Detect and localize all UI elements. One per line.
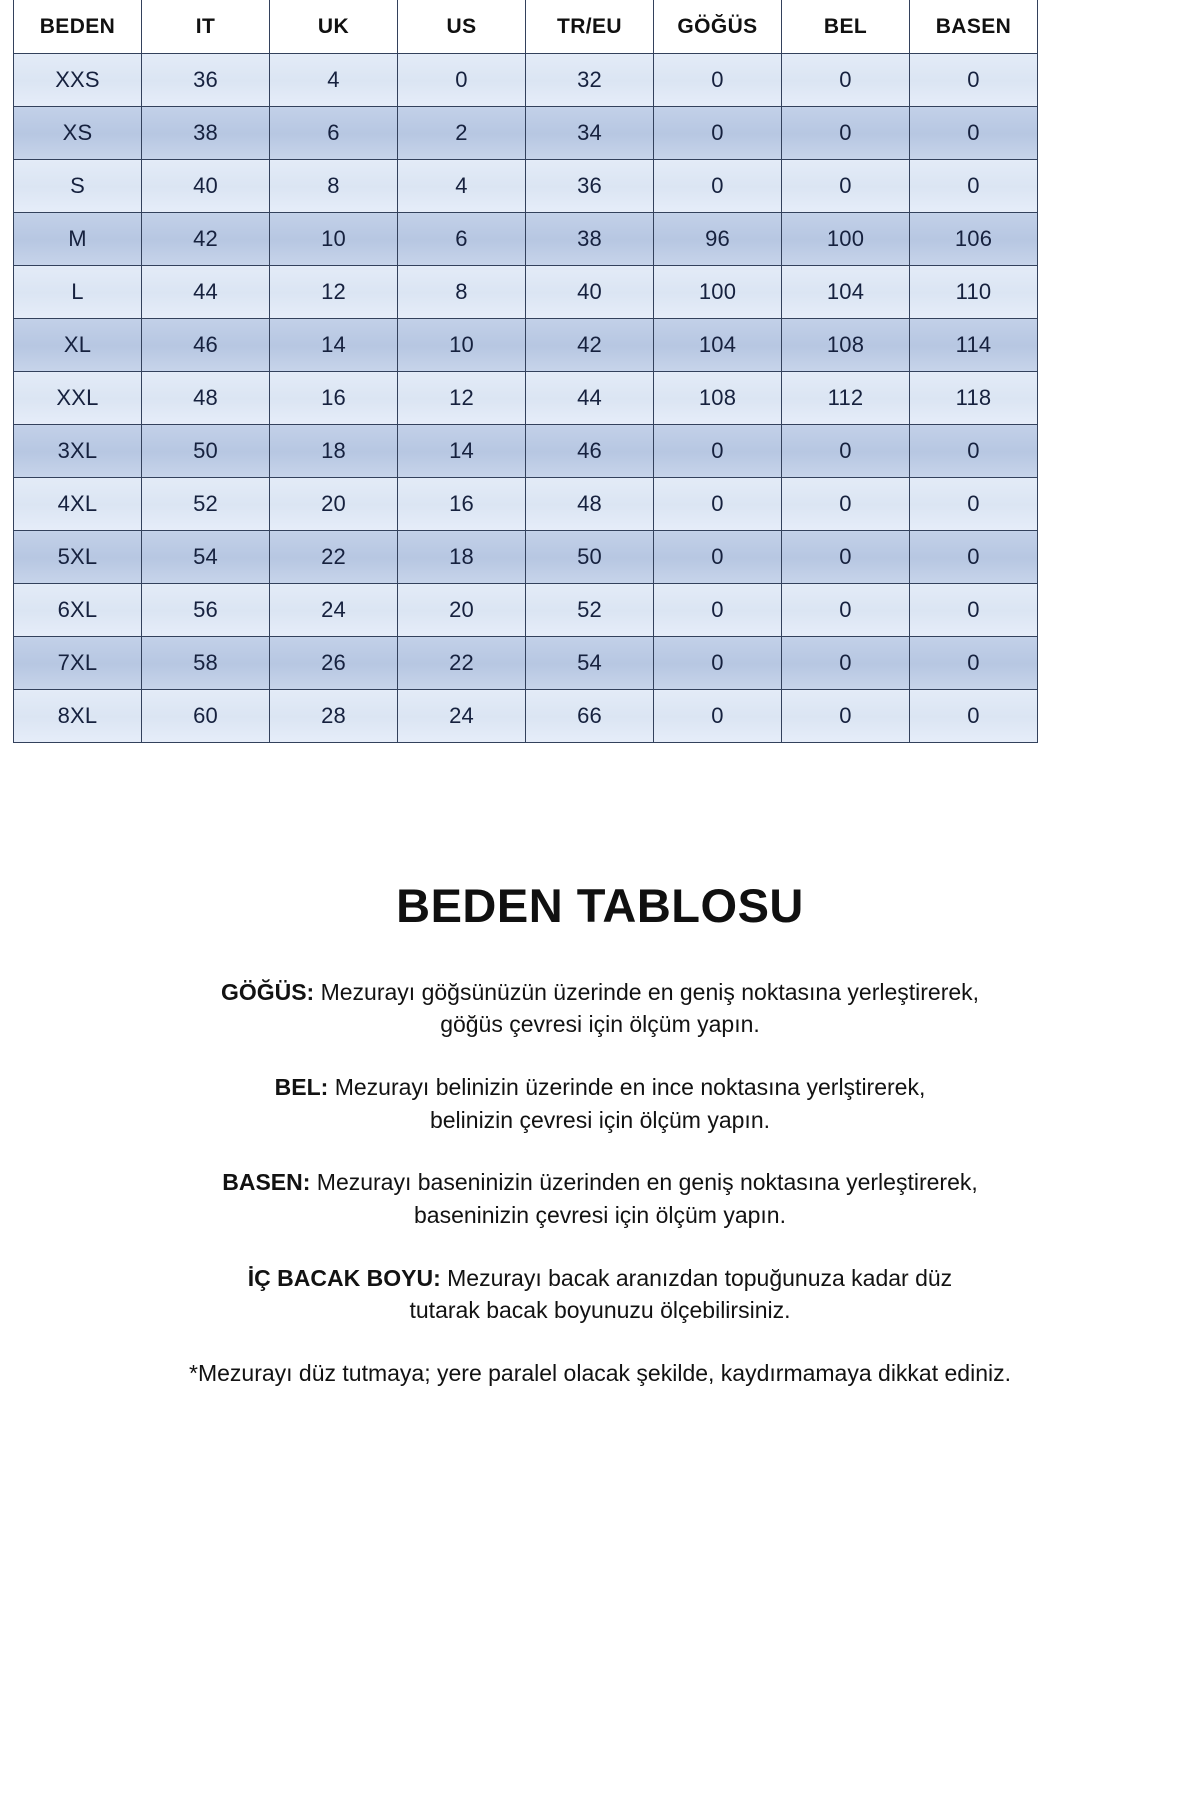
column-header-basen: BASEN [910, 0, 1038, 54]
size-value-cell: 0 [654, 531, 782, 584]
size-value-cell: 104 [654, 319, 782, 372]
size-value-cell: 0 [782, 531, 910, 584]
size-value-cell: 0 [782, 584, 910, 637]
table-row [14, 531, 1038, 584]
size-value-cell: 26 [270, 637, 398, 690]
size-value-cell: 4 [398, 160, 526, 213]
size-label-cell: XL [14, 319, 142, 372]
size-value-cell: 36 [526, 160, 654, 213]
size-value-cell: 0 [654, 690, 782, 743]
size-value-cell: 66 [526, 690, 654, 743]
size-value-cell: 54 [526, 637, 654, 690]
size-value-cell: 46 [526, 425, 654, 478]
guide-label-basen: BASEN: [222, 1169, 311, 1196]
size-value-cell: 0 [910, 160, 1038, 213]
column-header-uk: UK [270, 0, 398, 54]
table-row [14, 425, 1038, 478]
size-label-cell: 3XL [14, 425, 142, 478]
size-value-cell: 20 [398, 584, 526, 637]
size-value-cell: 18 [270, 425, 398, 478]
size-value-cell: 0 [910, 425, 1038, 478]
column-header-treu: TR/EU [526, 0, 654, 54]
size-value-cell: 104 [782, 266, 910, 319]
guide-text-ic-bacak-boyu-line1: Mezurayı bacak aranızdan topuğunuza kadar düz [447, 1264, 953, 1291]
size-value-cell: 10 [398, 319, 526, 372]
size-value-cell: 18 [398, 531, 526, 584]
size-value-cell: 0 [782, 637, 910, 690]
size-value-cell: 0 [910, 584, 1038, 637]
size-label-cell: XXS [14, 54, 142, 107]
size-value-cell: 24 [270, 584, 398, 637]
size-value-cell: 100 [782, 213, 910, 266]
size-value-cell: 0 [654, 160, 782, 213]
size-value-cell: 118 [910, 372, 1038, 425]
size-value-cell: 0 [782, 54, 910, 107]
size-value-cell: 34 [526, 107, 654, 160]
size-value-cell: 6 [270, 107, 398, 160]
size-value-cell: 38 [142, 107, 270, 160]
table-row [14, 319, 1038, 372]
guide-block-gogus [0, 976, 1200, 1041]
guide-text-bel-line2: belinizin çevresi için ölçüm yapın. [429, 1106, 771, 1133]
guide-text-bel-line1: Mezurayı belinizin üzerinde en ince noktasına yerlştirerek, [334, 1074, 926, 1100]
size-label-cell: 8XL [14, 690, 142, 743]
size-value-cell: 0 [910, 478, 1038, 531]
size-value-cell: 106 [910, 213, 1038, 266]
size-value-cell: 108 [782, 319, 910, 372]
guide-block-basen [0, 1166, 1200, 1231]
size-value-cell: 36 [142, 54, 270, 107]
size-value-cell: 14 [398, 425, 526, 478]
column-header-gogus: GÖĞÜS [654, 0, 782, 54]
size-value-cell: 42 [526, 319, 654, 372]
size-value-cell: 8 [270, 160, 398, 213]
size-value-cell: 100 [654, 266, 782, 319]
table-row [14, 372, 1038, 425]
size-value-cell: 6 [398, 213, 526, 266]
size-value-cell: 0 [910, 690, 1038, 743]
size-value-cell: 32 [526, 54, 654, 107]
guide-label-ic-bacak-boyu: İÇ BACAK BOYU: [247, 1264, 441, 1291]
page-title: BEDEN TABLOSU [396, 879, 804, 932]
size-value-cell: 0 [398, 54, 526, 107]
guide-note: *Mezurayı düz tutmaya; yere paralel olacak şekilde, kaydırmamaya dikkat ediniz. [189, 1359, 1011, 1386]
size-value-cell: 0 [654, 54, 782, 107]
size-value-cell: 28 [270, 690, 398, 743]
measurement-guide-section [0, 880, 1200, 1390]
size-value-cell: 110 [910, 266, 1038, 319]
size-value-cell: 0 [654, 425, 782, 478]
size-value-cell: 20 [270, 478, 398, 531]
size-chart-table-container [13, 0, 1037, 743]
size-value-cell: 40 [526, 266, 654, 319]
size-label-cell: 6XL [14, 584, 142, 637]
size-value-cell: 50 [142, 425, 270, 478]
size-value-cell: 50 [526, 531, 654, 584]
guide-block-bel [0, 1071, 1200, 1136]
size-value-cell: 12 [398, 372, 526, 425]
size-value-cell: 22 [398, 637, 526, 690]
size-value-cell: 56 [142, 584, 270, 637]
table-row [14, 478, 1038, 531]
table-row [14, 213, 1038, 266]
size-value-cell: 48 [526, 478, 654, 531]
size-value-cell: 16 [270, 372, 398, 425]
size-value-cell: 16 [398, 478, 526, 531]
size-value-cell: 0 [910, 54, 1038, 107]
size-value-cell: 0 [910, 531, 1038, 584]
size-value-cell: 12 [270, 266, 398, 319]
size-label-cell: XXL [14, 372, 142, 425]
size-value-cell: 40 [142, 160, 270, 213]
size-value-cell: 46 [142, 319, 270, 372]
size-value-cell: 0 [782, 690, 910, 743]
table-header [14, 0, 1038, 54]
size-label-cell: XS [14, 107, 142, 160]
size-value-cell: 0 [782, 478, 910, 531]
size-value-cell: 14 [270, 319, 398, 372]
guide-text-gogus-line1: Mezurayı göğsünüzün üzerinde en geniş noktasına yerleştirerek, [320, 978, 980, 1005]
size-value-cell: 0 [654, 584, 782, 637]
size-value-cell: 0 [782, 107, 910, 160]
size-value-cell: 0 [910, 107, 1038, 160]
size-value-cell: 0 [782, 425, 910, 478]
guide-block-ic-bacak-boyu [0, 1262, 1200, 1327]
size-value-cell: 60 [142, 690, 270, 743]
guide-text-basen-line1: Mezurayı baseninizin üzerinden en geniş noktasına yerleştirerek, [316, 1169, 978, 1196]
size-value-cell: 4 [270, 54, 398, 107]
size-value-cell: 22 [270, 531, 398, 584]
size-value-cell: 58 [142, 637, 270, 690]
size-label-cell: 5XL [14, 531, 142, 584]
guide-label-bel: BEL: [274, 1074, 329, 1100]
size-value-cell: 0 [654, 637, 782, 690]
size-value-cell: 108 [654, 372, 782, 425]
column-header-us: US [398, 0, 526, 54]
size-label-cell: 7XL [14, 637, 142, 690]
size-value-cell: 42 [142, 213, 270, 266]
guide-text-gogus-line2: göğüs çevresi için ölçüm yapın. [440, 1011, 760, 1038]
table-body [14, 54, 1038, 743]
column-header-bel: BEL [782, 0, 910, 54]
guide-text-ic-bacak-boyu-line2: tutarak bacak boyunuzu ölçebilirsiniz. [409, 1297, 791, 1324]
size-value-cell: 24 [398, 690, 526, 743]
size-value-cell: 0 [654, 107, 782, 160]
size-value-cell: 8 [398, 266, 526, 319]
size-label-cell: S [14, 160, 142, 213]
size-value-cell: 52 [526, 584, 654, 637]
guide-text-basen-line2: baseninizin çevresi için ölçüm yapın. [413, 1201, 786, 1228]
size-value-cell: 10 [270, 213, 398, 266]
table-row [14, 107, 1038, 160]
table-row [14, 584, 1038, 637]
column-header-beden: BEDEN [14, 0, 142, 54]
size-value-cell: 44 [526, 372, 654, 425]
table-row [14, 54, 1038, 107]
size-label-cell: 4XL [14, 478, 142, 531]
size-value-cell: 0 [782, 160, 910, 213]
size-value-cell: 114 [910, 319, 1038, 372]
size-value-cell: 0 [910, 637, 1038, 690]
size-value-cell: 52 [142, 478, 270, 531]
table-row [14, 637, 1038, 690]
size-value-cell: 44 [142, 266, 270, 319]
size-chart-table [13, 0, 1038, 743]
size-value-cell: 2 [398, 107, 526, 160]
guide-label-gogus: GÖĞÜS: [220, 978, 315, 1005]
size-value-cell: 54 [142, 531, 270, 584]
table-row [14, 690, 1038, 743]
table-row [14, 160, 1038, 213]
size-label-cell: L [14, 266, 142, 319]
size-value-cell: 48 [142, 372, 270, 425]
table-header-row [14, 0, 1038, 54]
size-value-cell: 38 [526, 213, 654, 266]
table-row [14, 266, 1038, 319]
size-label-cell: M [14, 213, 142, 266]
size-value-cell: 96 [654, 213, 782, 266]
size-value-cell: 112 [782, 372, 910, 425]
column-header-it: IT [142, 0, 270, 54]
size-value-cell: 0 [654, 478, 782, 531]
